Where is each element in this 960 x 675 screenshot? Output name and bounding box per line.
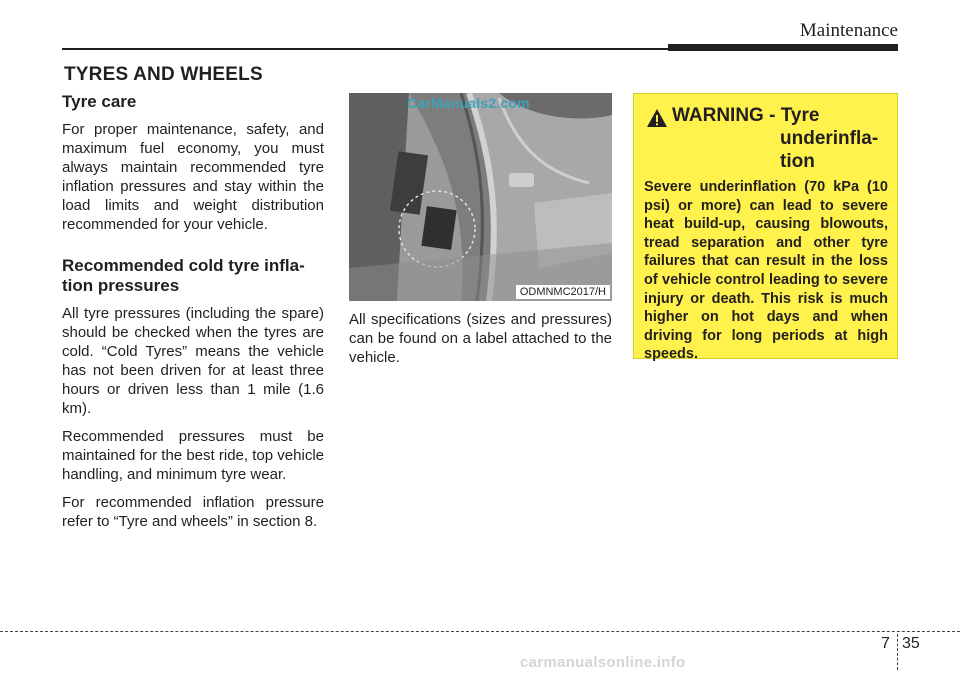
warning-title-line2: underinfla- [780, 128, 879, 149]
photo-caption: ODMNMC2017/H [516, 285, 610, 299]
running-header-title: Maintenance [799, 20, 898, 41]
cold-pressures-heading-line1: Recommended cold tyre infla- [62, 256, 305, 275]
footer-divider [897, 634, 898, 670]
cold-pressures-heading [62, 256, 324, 296]
tyre-care-heading: Tyre care [62, 92, 137, 111]
chapter-number: 7 [881, 635, 890, 652]
warning-box [633, 93, 898, 363]
footer-watermark: carmanualsonline.info [520, 654, 686, 671]
cold-pressures-paragraph: All tyre pressures (including the spare) should be checked when the tyres are cold. “Cold Tyres” means the vehicle has not been driven for at least three hours or driven less than 1 mile (1.6 km). [62, 305, 324, 417]
warning-title-line3: tion [780, 151, 815, 172]
footer-rule [0, 631, 960, 632]
warning-title [672, 104, 882, 173]
left-column [62, 92, 324, 540]
cold-pressures-paragraph: For recommended inflation pressure refer to “Tyre and wheels” in section 8. [62, 494, 324, 530]
middle-column [349, 310, 612, 376]
warning-triangle-icon [646, 108, 668, 128]
cold-pressures-paragraph: Recommended pressures must be maintained for the best ride, top vehicle handling, and minimum tyre wear. [62, 428, 324, 483]
tyre-care-paragraph: For proper maintenance, safety, and maximum fuel economy, you must always maintain recommended tyre inflation pressures and stay within the load limits and weight distribution recommended for your vehicle. [62, 121, 324, 233]
warning-title-line1: WARNING - Tyre [672, 105, 820, 126]
door-pillar-illustration [349, 93, 612, 301]
section-title: TYRES AND WHEELS [64, 64, 263, 85]
page-number: 35 [902, 635, 920, 652]
warning-body: Severe underinflation (70 kPa (10 psi) or more) can lead to severe heat build-up, causing blowouts, tread separation and other tyre failures that can result in the loss of vehicle control leading to severe injury or death. This risk is much higher on hot days and when driving for long periods at high speeds. [644, 179, 888, 363]
tyre-label-photo [349, 93, 612, 301]
photo-watermark: CarManuals2.com [407, 95, 530, 111]
header-rule [62, 48, 672, 50]
header-rule-thick [668, 44, 898, 51]
specs-paragraph: All specifications (sizes and pressures) can be found on a label attached to the vehicle. [349, 311, 612, 366]
cold-pressures-heading-line2: tion pressures [62, 276, 180, 295]
